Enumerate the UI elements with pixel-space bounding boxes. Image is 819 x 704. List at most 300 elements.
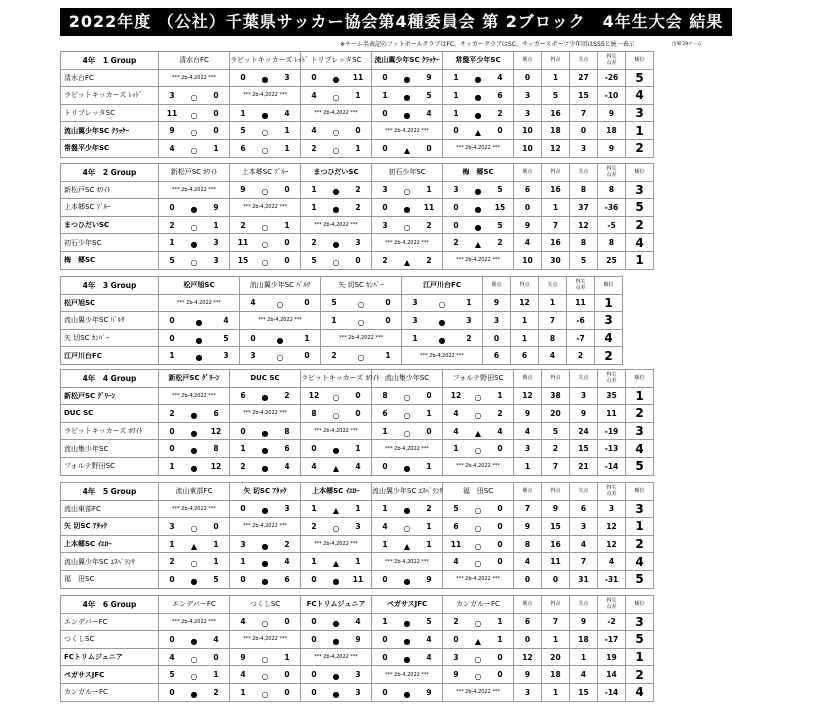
goals-against: 0 <box>497 557 503 567</box>
goals-scored: 15 <box>542 518 570 536</box>
self-match-cell: *** 2b-4,2022 *** <box>301 422 372 440</box>
result-mark <box>404 686 411 699</box>
rank: 2 <box>626 405 654 423</box>
goals-for: 1 <box>382 504 388 514</box>
goals-against: 2 <box>284 391 290 401</box>
goals-for: 3 <box>382 220 388 230</box>
goals-against: 0 <box>497 652 503 662</box>
goals-against: 1 <box>497 391 503 401</box>
stat-header: 勝点 <box>514 164 542 182</box>
result-mark <box>404 651 411 664</box>
self-match-cell: *** 2b-4,2022 *** <box>230 87 301 105</box>
self-match-cell: *** 2b-4,2022 *** <box>159 69 230 87</box>
match-result-cell <box>159 440 230 458</box>
match-result-cell <box>230 122 301 140</box>
goals-against: 1 <box>355 444 361 454</box>
result-mark <box>262 573 269 586</box>
result-mark <box>475 502 482 515</box>
result-mark <box>262 236 269 249</box>
win-circle-icon: ○ <box>403 187 411 197</box>
goals-against: 1 <box>304 333 310 343</box>
result-mark <box>191 651 198 664</box>
goals-conceded: 7 <box>539 312 567 330</box>
loss-dot-icon: ● <box>332 619 340 629</box>
goals-scored: 12 <box>542 139 570 157</box>
match-result-cell <box>159 405 230 423</box>
result-mark <box>358 314 365 327</box>
match-result-cell <box>372 500 443 518</box>
result-mark <box>262 219 269 232</box>
stat-header: 順位 <box>626 52 654 70</box>
match-result-cell <box>230 251 301 269</box>
win-circle-icon: ○ <box>332 128 340 138</box>
loss-dot-icon: ● <box>332 446 340 456</box>
stat-header: 得点 <box>542 596 570 614</box>
win-circle-icon: ○ <box>474 523 482 533</box>
rank: 3 <box>626 104 654 122</box>
draw-triangle-icon: ▲ <box>474 428 482 438</box>
loss-dot-icon: ● <box>474 222 482 232</box>
group-label: 4年 3 Group <box>61 277 159 295</box>
team-row <box>61 312 623 330</box>
match-result-cell <box>402 312 483 330</box>
goals-against: 2 <box>497 108 503 118</box>
goals-against: 1 <box>213 220 219 230</box>
goals-scored: 1 <box>542 683 570 701</box>
goals-for: 0 <box>382 652 388 662</box>
result-mark <box>333 183 340 196</box>
goals-against: 9 <box>426 574 432 584</box>
result-mark <box>404 201 411 214</box>
rank: 1 <box>595 294 623 312</box>
match-result-cell <box>301 500 372 518</box>
goals-against: 0 <box>213 126 219 136</box>
column-team-header: 福 田SC <box>443 483 514 501</box>
result-mark <box>277 332 284 345</box>
match-result-cell <box>443 422 514 440</box>
result-mark <box>475 407 482 420</box>
self-match-cell: *** 2b-4,2022 *** <box>159 613 230 631</box>
loss-dot-icon: ● <box>190 428 198 438</box>
match-result-cell <box>230 457 301 475</box>
team-name: カンガルーFC <box>61 683 159 701</box>
result-mark <box>475 89 482 102</box>
self-match-cell: *** 2b-4,2022 *** <box>301 104 372 122</box>
page-title: 2022年度 （公社）千葉県サッカー協会第4種委員会 第 2ブロック 4年生大会 結果 <box>60 8 732 36</box>
match-result-cell <box>159 104 230 122</box>
goals-for: 0 <box>240 73 246 83</box>
loss-dot-icon: ● <box>261 75 269 85</box>
goals-against: 9 <box>355 634 361 644</box>
result-mark <box>475 71 482 84</box>
goals-for: 5 <box>169 670 175 680</box>
loss-dot-icon: ● <box>403 204 411 214</box>
points: 1 <box>514 457 542 475</box>
win-circle-icon: ○ <box>357 300 365 310</box>
win-circle-icon: ○ <box>403 428 411 438</box>
goals-conceded: 15 <box>570 87 598 105</box>
team-row <box>61 666 654 684</box>
team-row <box>61 87 654 105</box>
goals-scored: 18 <box>542 666 570 684</box>
goals-against: 0 <box>355 126 361 136</box>
win-circle-icon: ○ <box>403 523 411 533</box>
loss-dot-icon: ● <box>190 463 198 473</box>
goals-against: 3 <box>355 238 361 248</box>
goals-scored: 20 <box>542 648 570 666</box>
match-result-cell <box>372 631 443 649</box>
goals-against: 0 <box>355 391 361 401</box>
result-mark <box>191 520 198 533</box>
win-circle-icon: ○ <box>474 654 482 664</box>
goals-against: 1 <box>355 557 361 567</box>
goals-for: 4 <box>311 90 317 100</box>
match-result-cell <box>240 329 321 347</box>
naming-note: ※チーム名表記のフットボールクラブはFC、サッカークラブはSC、サッカースポーツ少年団はSSSと統一表示 <box>340 41 635 48</box>
self-match-cell: *** 2b-4,2022 *** <box>159 387 230 405</box>
result-mark <box>333 389 340 402</box>
match-result-cell <box>230 216 301 234</box>
goals-against: 9 <box>426 73 432 83</box>
rank: 5 <box>626 69 654 87</box>
team-name: 流山東部FC <box>61 500 159 518</box>
goals-against: 1 <box>466 298 472 308</box>
stat-header: 失点 <box>570 596 598 614</box>
group-table-5 <box>60 482 654 589</box>
stat-header: 順位 <box>595 277 623 295</box>
match-result-cell <box>443 181 514 199</box>
goals-against: 2 <box>355 185 361 195</box>
win-circle-icon: ○ <box>332 92 340 102</box>
self-match-cell: *** 2b-4,2022 *** <box>443 570 514 588</box>
goals-for: 1 <box>240 108 246 118</box>
loss-dot-icon: ● <box>474 92 482 102</box>
self-match-cell: *** 2b-4,2022 *** <box>402 347 483 365</box>
match-result-cell <box>230 553 301 571</box>
goals-for: 0 <box>240 426 246 436</box>
match-result-cell <box>443 199 514 217</box>
rank: 3 <box>626 500 654 518</box>
result-mark <box>475 219 482 232</box>
match-result-cell <box>230 104 301 122</box>
team-name: 流山翼少年SC ｸﾗｯｹｰ <box>61 122 159 140</box>
result-mark <box>333 89 340 102</box>
goals-against: 5 <box>213 574 219 584</box>
team-name: 上本郷SC ｲｴﾛｰ <box>61 535 159 553</box>
goals-for: 2 <box>331 351 337 361</box>
points: 4 <box>514 234 542 252</box>
team-name: 流山翼少年SC ｴｽﾍﾟﾗﾝｻ <box>61 553 159 571</box>
goals-against: 0 <box>213 108 219 118</box>
goals-against: 0 <box>497 539 503 549</box>
team-row <box>61 405 654 423</box>
match-result-cell <box>230 666 301 684</box>
column-team-header: ペガサスJFC <box>372 596 443 614</box>
win-circle-icon: ○ <box>261 145 269 155</box>
result-mark <box>404 89 411 102</box>
goals-conceded: 3 <box>570 139 598 157</box>
result-mark <box>191 425 198 438</box>
loss-dot-icon: ● <box>403 75 411 85</box>
match-result-cell <box>301 405 372 423</box>
team-name: まつひだいSC <box>61 216 159 234</box>
goals-against: 1 <box>497 634 503 644</box>
match-result-cell <box>230 683 301 701</box>
goals-against: 1 <box>497 617 503 627</box>
rank: 4 <box>626 234 654 252</box>
result-mark <box>191 686 198 699</box>
goals-conceded: 4 <box>539 347 567 365</box>
result-mark <box>475 520 482 533</box>
match-result-cell <box>301 631 372 649</box>
points: 0 <box>514 570 542 588</box>
match-result-cell <box>230 613 301 631</box>
goals-for: 0 <box>382 574 388 584</box>
stat-header: 得失 点差 <box>598 370 626 388</box>
team-row <box>61 122 654 140</box>
column-team-header: 新松戸SC ｸﾞﾘｰﾝ <box>159 370 230 388</box>
self-match-cell: *** 2b-4,2022 *** <box>240 312 321 330</box>
result-mark <box>475 107 482 120</box>
team-name: つくしSC <box>61 631 159 649</box>
match-result-cell <box>230 387 301 405</box>
win-circle-icon: ○ <box>276 300 284 310</box>
win-circle-icon: ○ <box>261 689 269 699</box>
goals-scored: 11 <box>542 553 570 571</box>
goals-for: 0 <box>311 670 317 680</box>
goals-for: 4 <box>311 126 317 136</box>
goals-against: 4 <box>213 634 219 644</box>
goals-against: 0 <box>284 687 290 697</box>
goals-conceded: 0 <box>570 122 598 140</box>
loss-dot-icon: ● <box>474 204 482 214</box>
goal-difference: -7 <box>567 329 595 347</box>
draw-triangle-icon: ▲ <box>403 145 411 155</box>
goals-against: 3 <box>213 238 219 248</box>
result-mark <box>333 124 340 137</box>
win-circle-icon: ○ <box>474 506 482 516</box>
goals-conceded: 6 <box>570 500 598 518</box>
stat-header: 勝点 <box>483 277 511 295</box>
rank: 5 <box>626 631 654 649</box>
team-name: フォルテ野田SC <box>61 457 159 475</box>
result-mark <box>404 425 411 438</box>
win-circle-icon: ○ <box>276 353 284 363</box>
team-name: ラビットキッカーズ ﾚｯﾄﾞ <box>61 87 159 105</box>
column-team-header: 梅 郷SC <box>443 164 514 182</box>
goals-against: 2 <box>466 333 472 343</box>
stat-header: 得点 <box>542 483 570 501</box>
goals-against: 1 <box>213 539 219 549</box>
loss-dot-icon: ● <box>403 654 411 664</box>
win-circle-icon: ○ <box>190 654 198 664</box>
loss-dot-icon: ● <box>195 335 203 345</box>
goal-difference: -14 <box>598 457 626 475</box>
team-row <box>61 387 654 405</box>
goals-for: 0 <box>382 202 388 212</box>
team-name: 流山集少年SC <box>61 440 159 458</box>
loss-dot-icon: ● <box>403 619 411 629</box>
stat-header: 勝点 <box>514 483 542 501</box>
self-match-cell: *** 2b-4,2022 *** <box>230 631 301 649</box>
result-mark <box>262 442 269 455</box>
result-mark <box>439 296 446 309</box>
match-result-cell <box>301 440 372 458</box>
match-result-cell <box>321 347 402 365</box>
points: 12 <box>514 387 542 405</box>
loss-dot-icon: ● <box>261 506 269 516</box>
goals-scored: 5 <box>542 422 570 440</box>
goals-for: 2 <box>240 220 246 230</box>
goals-against: 1 <box>355 90 361 100</box>
goals-for: 15 <box>237 255 249 265</box>
goal-difference: 11 <box>598 405 626 423</box>
team-name: FCトリムジュニア <box>61 648 159 666</box>
goals-for: 0 <box>453 126 459 136</box>
column-team-header: トリプレッタSC <box>301 52 372 70</box>
stat-header: 失点 <box>570 52 598 70</box>
column-team-header: 上本郷SC ﾌﾞﾙｰ <box>230 164 301 182</box>
result-mark <box>191 555 198 568</box>
goals-against: 1 <box>284 220 290 230</box>
result-mark <box>262 502 269 515</box>
column-team-header: 流山東部FC <box>159 483 230 501</box>
match-result-cell <box>372 69 443 87</box>
win-circle-icon: ○ <box>261 187 269 197</box>
result-mark <box>262 615 269 628</box>
team-row <box>61 347 623 365</box>
result-mark <box>191 633 198 646</box>
column-team-header: FCトリムジュニア <box>301 596 372 614</box>
column-team-header: ラビットキッカーズ ﾎﾜｲﾄ <box>301 370 372 388</box>
goal-difference: -19 <box>598 422 626 440</box>
match-result-cell <box>301 518 372 536</box>
goals-for: 4 <box>169 143 175 153</box>
result-mark <box>475 425 481 438</box>
goals-against: 4 <box>426 652 432 662</box>
match-result-cell <box>301 199 372 217</box>
goals-against: 0 <box>213 652 219 662</box>
goals-against: 1 <box>385 351 391 361</box>
win-circle-icon: ○ <box>190 128 198 138</box>
result-mark <box>333 442 340 455</box>
goals-scored: 16 <box>542 104 570 122</box>
self-match-cell: *** 2b-4,2022 *** <box>372 122 443 140</box>
goal-difference: -31 <box>598 570 626 588</box>
goals-for: 0 <box>453 202 459 212</box>
goals-for: 0 <box>382 634 388 644</box>
match-result-cell <box>301 553 372 571</box>
match-result-cell <box>372 422 443 440</box>
result-mark <box>404 615 411 628</box>
group-table-2 <box>60 163 654 270</box>
match-result-cell <box>230 440 301 458</box>
goals-for: 0 <box>382 73 388 83</box>
match-result-cell <box>443 500 514 518</box>
stat-header: 得点 <box>511 277 539 295</box>
goals-scored: 7 <box>542 216 570 234</box>
match-result-cell <box>301 457 372 475</box>
goals-conceded: 12 <box>570 216 598 234</box>
match-result-cell <box>240 294 321 312</box>
result-mark <box>439 314 446 327</box>
goals-scored: 2 <box>542 440 570 458</box>
goals-for: 4 <box>311 461 317 471</box>
goals-for: 0 <box>382 461 388 471</box>
goals-for: 5 <box>331 298 337 308</box>
stat-header: 順位 <box>626 370 654 388</box>
goals-conceded: 7 <box>570 553 598 571</box>
result-mark <box>333 573 340 586</box>
team-row <box>61 104 654 122</box>
goals-against: 4 <box>426 108 432 118</box>
result-mark <box>404 142 410 155</box>
result-mark <box>333 142 340 155</box>
draw-triangle-icon: ▲ <box>474 240 482 250</box>
goals-conceded: 4 <box>570 666 598 684</box>
result-mark <box>475 442 482 455</box>
group-label: 4年 1 Group <box>61 52 159 70</box>
goals-against: 0 <box>497 670 503 680</box>
loss-dot-icon: ● <box>403 689 411 699</box>
goal-difference: -17 <box>598 631 626 649</box>
goals-for: 0 <box>169 444 175 454</box>
win-circle-icon: ○ <box>403 393 411 403</box>
team-row <box>61 613 654 631</box>
goal-difference: -6 <box>567 312 595 330</box>
goals-against: 0 <box>385 315 391 325</box>
goals-against: 8 <box>213 444 219 454</box>
team-name: 福 田SC <box>61 570 159 588</box>
team-row <box>61 234 654 252</box>
loss-dot-icon: ● <box>190 410 198 420</box>
result-mark <box>333 502 339 515</box>
goals-against: 6 <box>497 90 503 100</box>
goals-against: 3 <box>355 521 361 531</box>
points: 7 <box>514 500 542 518</box>
match-result-cell <box>443 216 514 234</box>
goals-conceded: 21 <box>570 457 598 475</box>
result-mark <box>475 201 482 214</box>
self-match-cell: *** 2b-4,2022 *** <box>443 683 514 701</box>
self-match-cell: *** 2b-4,2022 *** <box>301 216 372 234</box>
goals-for: 2 <box>169 220 175 230</box>
goals-for: 0 <box>382 108 388 118</box>
win-circle-icon: ○ <box>190 222 198 232</box>
goals-against: 1 <box>284 126 290 136</box>
goals-for: 4 <box>453 557 459 567</box>
result-mark <box>475 615 482 628</box>
stat-header: 得失 点差 <box>598 596 626 614</box>
column-team-header: 流山翼少年SC ﾊﾞﾙｻ <box>240 277 321 295</box>
stat-header: 失点 <box>570 483 598 501</box>
win-circle-icon: ○ <box>474 541 482 551</box>
rank: 4 <box>595 329 623 347</box>
goals-against: 2 <box>426 504 432 514</box>
goals-conceded: 3 <box>570 387 598 405</box>
goals-for: 1 <box>169 351 175 361</box>
rank: 3 <box>626 613 654 631</box>
goals-for: 0 <box>311 617 317 627</box>
result-mark <box>475 124 481 137</box>
goal-difference: 18 <box>598 122 626 140</box>
rank: 1 <box>626 251 654 269</box>
goals-conceded: 8 <box>570 234 598 252</box>
stat-header: 勝点 <box>514 52 542 70</box>
stat-header: 失点 <box>570 370 598 388</box>
loss-dot-icon: ● <box>276 335 284 345</box>
result-mark <box>475 668 482 681</box>
